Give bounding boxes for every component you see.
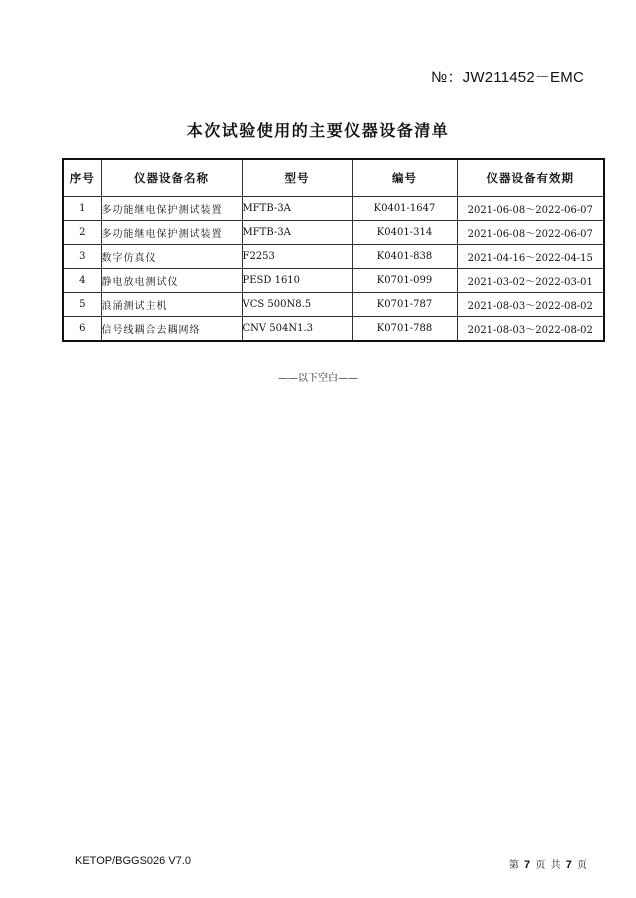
column-header-model: 型号 xyxy=(242,159,352,197)
table-row xyxy=(63,221,604,245)
table-header-row xyxy=(63,159,604,197)
table-row xyxy=(63,269,604,293)
page-prefix: 第 xyxy=(508,860,520,871)
cell-model: VCS 500N8.5 xyxy=(242,293,352,317)
cell-model: F2253 xyxy=(242,245,352,269)
cell-model: CNV 504N1.3 xyxy=(242,317,352,342)
page-middle: 页 共 xyxy=(535,860,562,871)
cell-name: 数字仿真仪 xyxy=(101,245,242,269)
table-row xyxy=(63,197,604,221)
cell-model: PESD 1610 xyxy=(242,269,352,293)
cell-model: MFTB-3A xyxy=(242,221,352,245)
cell-code: K0701-788 xyxy=(352,317,457,342)
cell-no: 2 xyxy=(63,221,101,245)
cell-no: 5 xyxy=(63,293,101,317)
cell-no: 4 xyxy=(63,269,101,293)
document-title: 本次试验使用的主要仪器设备清单 xyxy=(186,121,450,140)
cell-name: 浪涌测试主机 xyxy=(101,293,242,317)
cell-no: 3 xyxy=(63,245,101,269)
cell-name: 信号线耦合去耦网络 xyxy=(101,317,242,342)
cell-name: 静电放电测试仪 xyxy=(101,269,242,293)
cell-code: K0401-838 xyxy=(352,245,457,269)
cell-model: MFTB-3A xyxy=(242,197,352,221)
cell-name: 多功能继电保护测试装置 xyxy=(101,221,242,245)
table-row xyxy=(63,245,604,269)
cell-validity: 2021-04-16～2022-04-15 xyxy=(457,245,604,269)
page-total: 7 xyxy=(565,859,573,871)
column-header-no: 序号 xyxy=(63,159,101,197)
equipment-table xyxy=(62,158,605,342)
cell-code: K0701-099 xyxy=(352,269,457,293)
table-row xyxy=(63,293,604,317)
cell-code: K0401-1647 xyxy=(352,197,457,221)
column-header-code: 编号 xyxy=(352,159,457,197)
cell-validity: 2021-08-03～2022-08-02 xyxy=(457,293,604,317)
cell-code: K0401-314 xyxy=(352,221,457,245)
report-number: №：JW211452－EMC xyxy=(431,69,584,86)
column-header-validity: 仪器设备有效期 xyxy=(457,159,604,197)
cell-validity: 2021-03-02～2022-03-01 xyxy=(457,269,604,293)
cell-validity: 2021-06-08～2022-06-07 xyxy=(457,221,604,245)
cell-code: K0701-787 xyxy=(352,293,457,317)
page-indicator xyxy=(509,856,588,871)
cell-no: 1 xyxy=(63,197,101,221)
cell-no: 6 xyxy=(63,317,101,342)
page-suffix: 页 xyxy=(577,860,588,871)
end-of-list-mark: ——以下空白—— xyxy=(278,373,358,384)
cell-name: 多功能继电保护测试装置 xyxy=(101,197,242,221)
footer-document-code: KETOP/BGGS026 V7.0 xyxy=(75,855,191,867)
page-current: 7 xyxy=(524,859,532,871)
cell-validity: 2021-08-03～2022-08-02 xyxy=(457,317,604,342)
table-row xyxy=(63,317,604,342)
column-header-name: 仪器设备名称 xyxy=(101,159,242,197)
cell-validity: 2021-06-08～2022-06-07 xyxy=(457,197,604,221)
